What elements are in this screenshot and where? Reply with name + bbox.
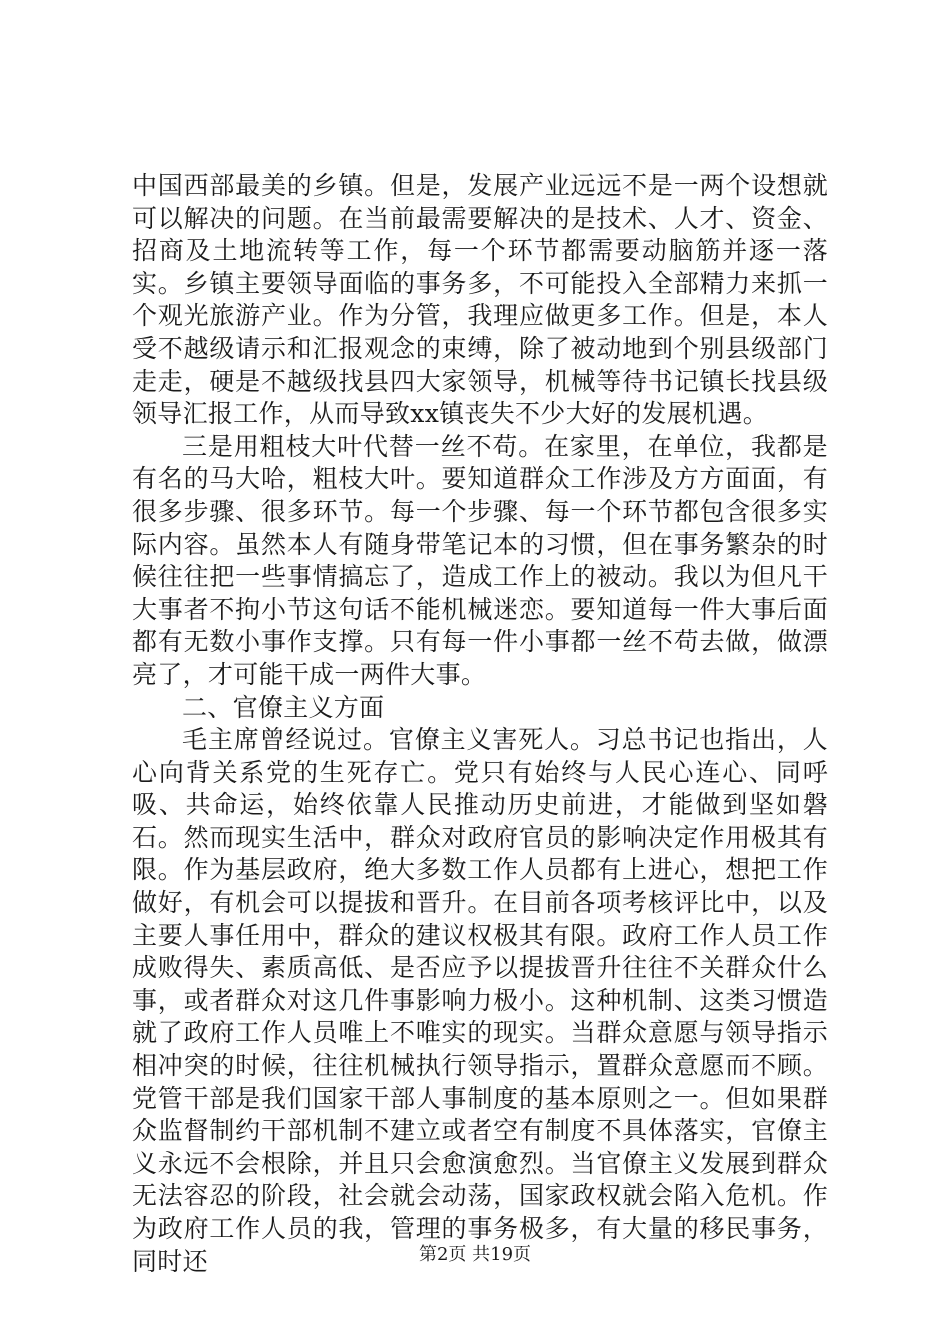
document-body (132, 170, 828, 1278)
section-heading-bureaucratism: 二、官僚主义方面 (182, 692, 385, 722)
page-number-footer: 第2页 共19页 (418, 1244, 532, 1265)
paragraph-continuation: 中国西部最美的乡镇。但是，发展产业远远不是一两个设想就可以解决的问题。在当前最需要解决的是技术、人才、资金、招商及土地流转等工作，每一个环节都需要动脑筋并逐一落实。乡镇主要领导面临的事务多，不可能投入全部精力来抓一个观光旅游产业。作为分管，我理应做更多工作。但是，本人受不越级请示和汇报观念的束缚，除了被动地到个别县级部门走走，硬是不越级找县四大家领导，机械等待书记镇长找县级领导汇报工作，从而导致xx镇丧失不少大好的发展机遇。 (132, 171, 828, 429)
paragraph-point-three: 三是用粗枝大叶代替一丝不苟。在家里，在单位，我都是有名的马大哈，粗枝大叶。要知道群众工作涉及方方面面，有很多步骤、很多环节。每一个步骤、每一个环节都包含很多实际内容。虽然本人有随身带笔记本的习惯，但在事务繁杂的时候往往把一些事情搞忘了，造成工作上的被动。我以为但凡干大事者不拘小节这句话不能机械迷恋。要知道每一件大事后面都有无数小事作支撑。只有每一件小事都一丝不苟去做，做漂亮了，才可能干成一两件大事。 (132, 431, 828, 689)
paragraph-bureaucratism: 毛主席曾经说过。官僚主义害死人。习总书记也指出，人心向背关系党的生死存亡。党只有始终与人民心连心、同呼吸、共命运，始终依靠人民推动历史前进，才能做到坚如磐石。然而现实生活中，群众对政府官员的影响决定作用极其有限。作为基层政府，绝大多数工作人员都有上进心，想把工作做好，有机会可以提拔和晋升。在目前各项考核评比中，以及主要人事任用中，群众的建议权极其有限。政府工作人员工作成败得失、素质高低、是否应予以提拔晋升往往不关群众什么事，或者群众对这几件事影响力极小。这种机制、这类习惯造就了政府工作人员唯上不唯实的现实。当群众意愿与领导指示相冲突的时候，往往机械执行领导指示，置群众意愿而不顾。党管干部是我们国家干部人事制度的基本原则之一。但如果群众监督制约干部机制不建立或者空有制度不具体落实，官僚主义永远不会根除，并且只会愈演愈烈。当官僚主义发展到群众无法容忍的阶段，社会就会动荡，国家政权就会陷入危机。作为政府工作人员的我，管理的事务极多，有大量的移民事务，同时还 (132, 725, 828, 1276)
